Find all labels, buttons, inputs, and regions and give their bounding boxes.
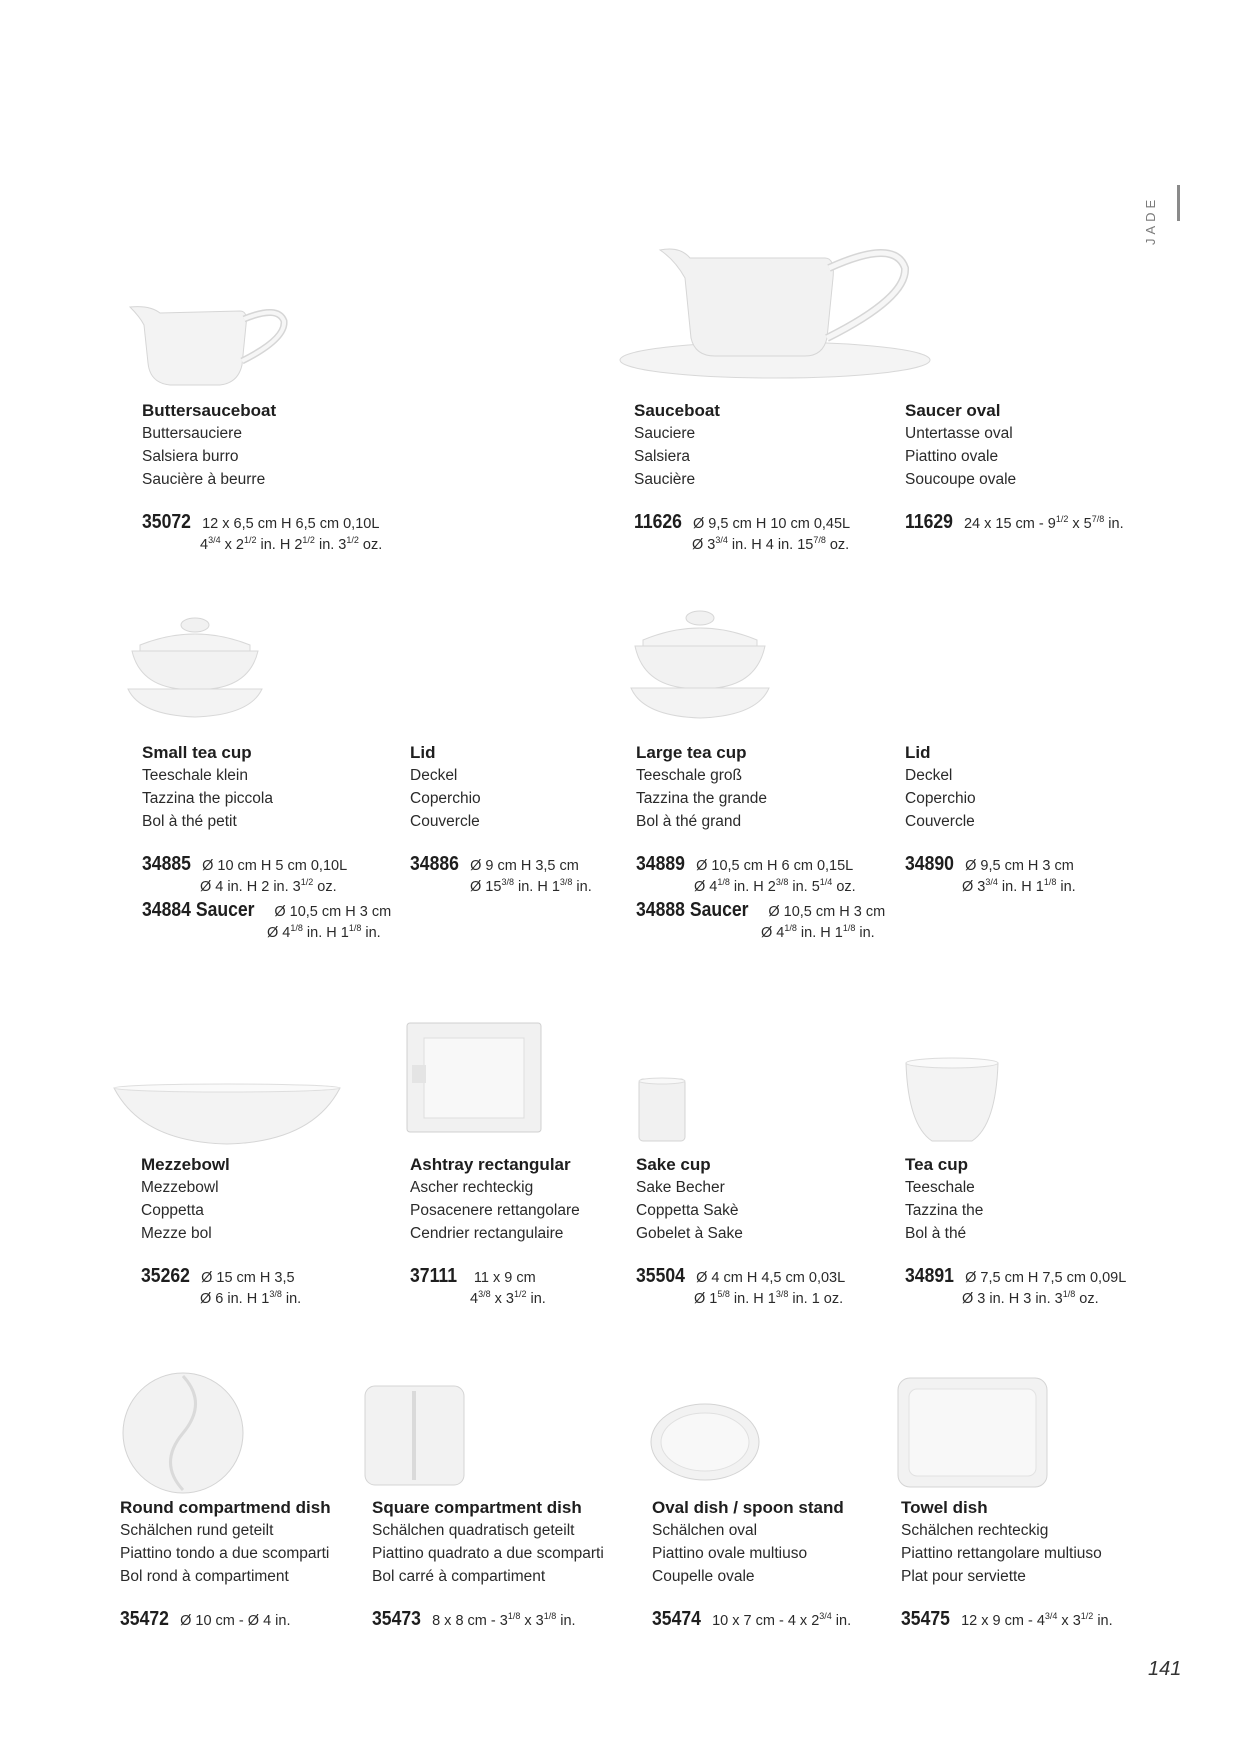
product-translation-it: Tazzina the grande (636, 790, 767, 807)
imperial-dimensions: $4^{3/8}$ x $3^{1/2}$ in. (470, 1289, 546, 1307)
product-translation-it: Piattino ovale (905, 448, 999, 465)
product-translation-de: Deckel (410, 767, 458, 784)
section-tab (1143, 185, 1191, 275)
item-number: 35473 (372, 1608, 421, 1630)
product-oval-dish (652, 1496, 844, 1588)
sauceboat-icon (615, 238, 935, 383)
spec-35475 (901, 1608, 1113, 1631)
product-translation-fr: Saucière à beurre (142, 471, 266, 488)
imperial-dimensions: $4^{3/4}$ x $2^{1/2}$ in. H $2^{1/2}$ in. $3^{1/2}$ oz. (200, 535, 383, 553)
product-name: Oval dish / spoon stand (652, 1498, 844, 1517)
product-translation-fr: Mezze bol (141, 1225, 212, 1242)
product-translation-fr: Cendrier rectangulaire (410, 1225, 564, 1242)
product-translation-fr: Couvercle (905, 813, 975, 830)
product-translation-it: Coperchio (905, 790, 976, 807)
imperial-dimensions: Ø $4^{1/8}$ in. H $2^{3/8}$ in. $5^{1/4}$ oz. (694, 877, 856, 895)
imperial-dimensions: Ø $4^{1/8}$ in. H $1^{1/8}$ in. (267, 923, 381, 941)
product-sake-cup (636, 1153, 743, 1245)
product-translation-fr: Bol carré à compartiment (372, 1568, 546, 1585)
item-number: 34891 (905, 1265, 954, 1287)
imperial-dimensions: Ø $15^{3/8}$ in. H $1^{3/8}$ in. (470, 877, 592, 895)
product-name: Mezzebowl (141, 1155, 230, 1174)
product-translation-it: Piattino ovale multiuso (652, 1545, 808, 1562)
spec-35472 (120, 1608, 290, 1631)
product-ashtray-rectangular (410, 1153, 580, 1245)
item-number: 35504 (636, 1265, 685, 1287)
product-translation-it: Salsiera (634, 448, 690, 465)
spec-35474 (652, 1608, 851, 1631)
item-number: 34890 (905, 853, 954, 875)
section-label: JADE (1143, 195, 1158, 245)
product-name: Lid (905, 743, 931, 762)
product-translation-it: Coppetta Sakè (636, 1202, 739, 1219)
product-name: Sake cup (636, 1155, 711, 1174)
butter-sauceboat-icon (120, 295, 300, 395)
product-round-compartment-dish (120, 1496, 331, 1588)
product-name: Saucer oval (905, 401, 1001, 420)
product-translation-fr: Bol à thé grand (636, 813, 742, 830)
product-translation-fr: Couvercle (410, 813, 480, 830)
spec-35262 (141, 1265, 302, 1307)
metric-dimensions: 8 x 8 cm - $3^{1/8}$ x $3^{1/8}$ in. (432, 1611, 576, 1629)
product-small-tea-cup (142, 741, 273, 833)
product-translation-fr: Gobelet à Sake (636, 1225, 743, 1242)
product-sauceboat (634, 399, 720, 491)
product-translation-fr: Coupelle ovale (652, 1568, 755, 1585)
product-translation-it: Tazzina the (905, 1202, 984, 1219)
metric-dimensions: 24 x 15 cm - $9^{1/2}$ x $5^{7/8}$ in. (963, 514, 1124, 532)
metric-dimensions: Ø 15 cm H 3,5 (201, 1270, 295, 1286)
product-translation-de: Schälchen oval (652, 1522, 758, 1539)
tea-cup-icon (902, 1055, 1002, 1150)
imperial-dimensions: Ø 4 in. H 2 in. $3^{1/2}$ oz. (200, 877, 337, 895)
metric-dimensions: Ø 10 cm H 5 cm 0,10L (202, 858, 348, 874)
imperial-dimensions: Ø $4^{1/8}$ in. H $1^{1/8}$ in. (761, 923, 875, 941)
item-number: 35262 (141, 1265, 190, 1287)
product-name: Large tea cup (636, 743, 747, 762)
towel-dish-icon (895, 1375, 1050, 1490)
item-number: 34888 Saucer (636, 899, 749, 921)
product-translation-de: Schälchen rund geteilt (120, 1522, 274, 1539)
large-tea-cup-icon (625, 608, 775, 733)
product-name: Small tea cup (142, 743, 252, 762)
imperial-dimensions: Ø $3^{3/4}$ in. H $1^{1/8}$ in. (962, 877, 1076, 895)
product-translation-fr: Saucière (634, 471, 696, 488)
product-translation-de: Untertasse oval (905, 425, 1013, 442)
spec-34890 (905, 853, 1076, 895)
product-lid-small (410, 741, 481, 833)
item-number: 37111 (410, 1265, 458, 1287)
spec-37111 (410, 1265, 546, 1307)
metric-dimensions: Ø 7,5 cm H 7,5 cm 0,09L (965, 1270, 1127, 1286)
spec-11626 (634, 511, 851, 553)
metric-dimensions: Ø 10,5 cm H 6 cm 0,15L (696, 858, 854, 874)
metric-dimensions: 11 x 9 cm (473, 1270, 536, 1286)
product-tea-cup (905, 1153, 983, 1245)
product-translation-it: Posacenere rettangolare (410, 1202, 580, 1219)
product-translation-fr: Plat pour serviette (901, 1568, 1026, 1585)
product-large-tea-cup (636, 741, 767, 833)
spec-11629 (905, 511, 1124, 534)
section-tab-bar (1177, 185, 1180, 221)
product-name: Towel dish (901, 1498, 988, 1517)
metric-dimensions: Ø 10,5 cm H 3 cm (768, 904, 886, 920)
product-towel-dish (901, 1496, 1102, 1588)
item-number: 35474 (652, 1608, 701, 1630)
product-translation-it: Piattino quadrato a due scomparti (372, 1545, 604, 1562)
product-translation-de: Buttersauciere (142, 425, 242, 442)
spec-34889 (636, 853, 856, 895)
product-translation-de: Sake Becher (636, 1179, 725, 1196)
metric-dimensions: Ø 9,5 cm H 10 cm 0,45L (692, 516, 851, 532)
imperial-dimensions: Ø $1^{5/8}$ in. H $1^{3/8}$ in. 1 oz. (694, 1289, 844, 1307)
item-number: 35072 (142, 511, 191, 533)
product-translation-it: Piattino rettangolare multiuso (901, 1545, 1102, 1562)
product-translation-de: Sauciere (634, 425, 696, 442)
mezzebowl-icon (112, 1080, 342, 1150)
product-translation-de: Teeschale klein (142, 767, 248, 784)
item-number: 34884 Saucer (142, 899, 255, 921)
product-translation-de: Schälchen rechteckig (901, 1522, 1049, 1539)
product-translation-de: Schälchen quadratisch geteilt (372, 1522, 575, 1539)
page-number: 141 (1148, 1658, 1182, 1680)
item-number: 34885 (142, 853, 191, 875)
item-number: 11629 (905, 511, 953, 533)
oval-dish-icon (648, 1400, 763, 1485)
metric-dimensions: 12 x 9 cm - $4^{3/4}$ x $3^{1/2}$ in. (961, 1611, 1113, 1629)
product-translation-it: Piattino tondo a due scomparti (120, 1545, 330, 1562)
product-name: Lid (410, 743, 436, 762)
product-translation-de: Teeschale groß (636, 767, 742, 784)
product-translation-it: Salsiera burro (142, 448, 239, 465)
product-saucer-oval (905, 399, 1016, 491)
product-name: Buttersauceboat (142, 401, 277, 420)
product-translation-de: Ascher rechteckig (410, 1179, 534, 1196)
spec-35473 (372, 1608, 576, 1631)
product-translation-it: Tazzina the piccola (142, 790, 273, 807)
product-lid-large (905, 741, 976, 833)
spec-35504 (636, 1265, 846, 1307)
product-translation-fr: Bol à thé (905, 1225, 967, 1242)
product-mezzebowl (141, 1153, 230, 1245)
product-buttersauceboat (142, 399, 276, 491)
small-tea-cup-icon (120, 615, 270, 735)
item-number: 34889 (636, 853, 685, 875)
sake-cup-icon (635, 1075, 690, 1145)
metric-dimensions: Ø 9 cm H 3,5 cm (470, 858, 579, 874)
product-name: Tea cup (905, 1155, 968, 1174)
metric-dimensions: Ø 10 cm - Ø 4 in. (180, 1613, 291, 1629)
spec-35072 (142, 511, 383, 553)
metric-dimensions: 12 x 6,5 cm H 6,5 cm 0,10L (202, 516, 380, 532)
product-name: Round compartmend dish (120, 1498, 331, 1517)
product-translation-de: Deckel (905, 767, 953, 784)
metric-dimensions: 10 x 7 cm - 4 x $2^{3/4}$ in. (712, 1611, 852, 1629)
product-name: Square compartment dish (372, 1498, 582, 1517)
ashtray-icon (404, 1020, 544, 1135)
imperial-dimensions: Ø 3 in. H 3 in. $3^{1/8}$ oz. (962, 1289, 1099, 1307)
imperial-dimensions: Ø 6 in. H $1^{3/8}$ in. (200, 1289, 302, 1307)
spec-34886 (410, 853, 592, 895)
product-translation-fr: Soucoupe ovale (905, 471, 1017, 488)
product-name: Ashtray rectangular (410, 1155, 571, 1174)
spec-34888 (636, 899, 886, 941)
product-translation-fr: Bol à thé petit (142, 813, 237, 830)
spec-34885 (142, 853, 348, 895)
product-translation-it: Coperchio (410, 790, 481, 807)
metric-dimensions: Ø 10,5 cm H 3 cm (274, 904, 392, 920)
item-number: 11626 (634, 511, 682, 533)
product-translation-de: Teeschale (905, 1179, 975, 1196)
spec-34884 (142, 899, 392, 941)
product-square-compartment-dish (372, 1496, 604, 1588)
imperial-dimensions: Ø $3^{3/4}$ in. H 4 in. $15^{7/8}$ oz. (692, 535, 850, 553)
metric-dimensions: Ø 9,5 cm H 3 cm (965, 858, 1074, 874)
item-number: 35475 (901, 1608, 950, 1630)
square-compartment-dish-icon (362, 1383, 467, 1488)
product-translation-de: Mezzebowl (141, 1179, 219, 1196)
product-translation-it: Coppetta (141, 1202, 204, 1219)
spec-34891 (905, 1265, 1127, 1307)
item-number: 35472 (120, 1608, 169, 1630)
metric-dimensions: Ø 4 cm H 4,5 cm 0,03L (696, 1270, 846, 1286)
product-name: Sauceboat (634, 401, 720, 420)
item-number: 34886 (410, 853, 459, 875)
round-compartment-dish-icon (118, 1368, 248, 1498)
product-translation-fr: Bol rond à compartiment (120, 1568, 289, 1585)
